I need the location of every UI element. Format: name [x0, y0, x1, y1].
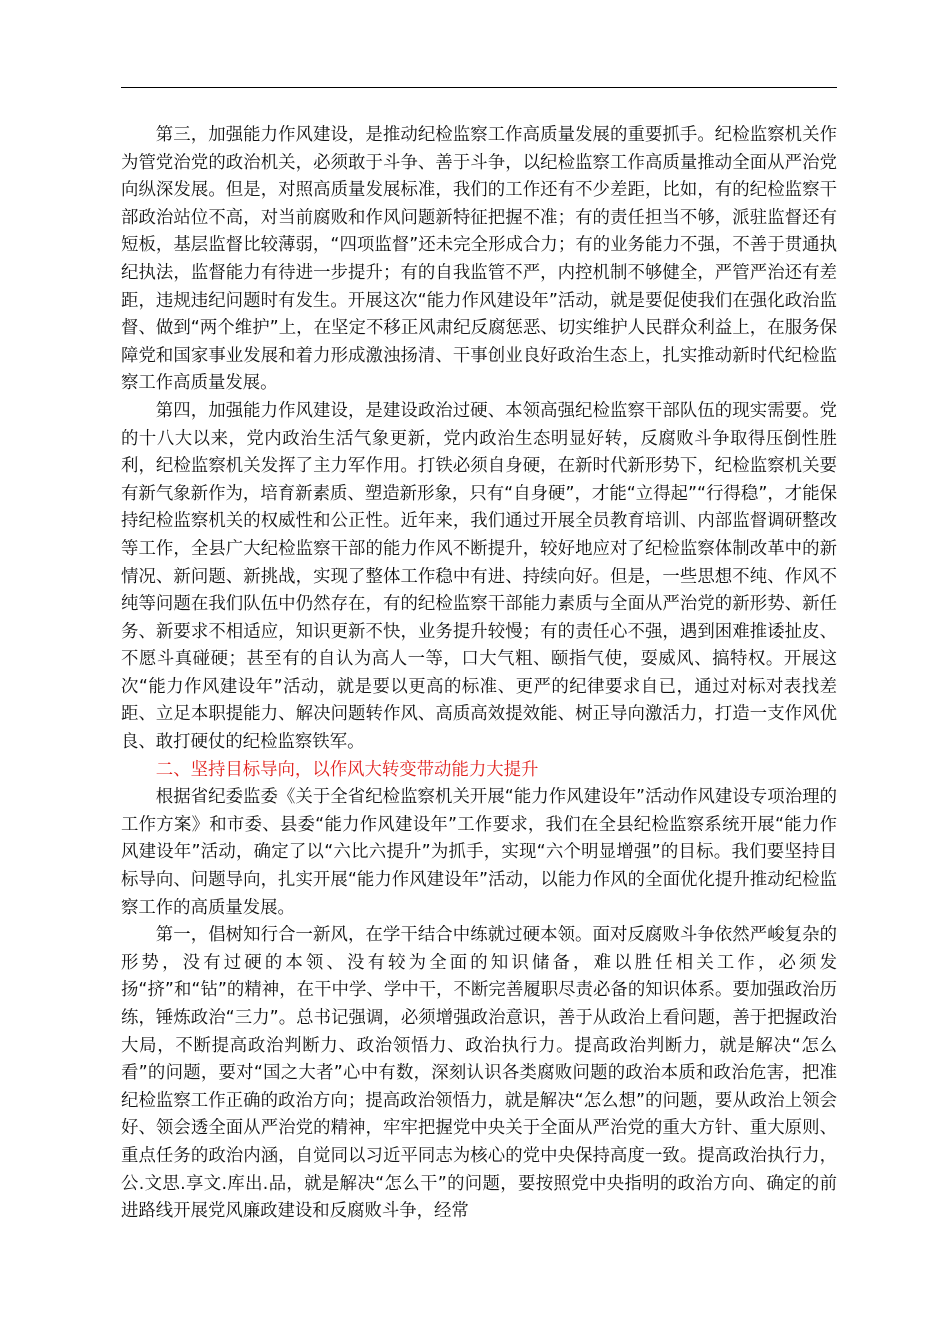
section-heading: 二、坚持目标导向，以作风大转变带动能力大提升	[155, 759, 539, 780]
paragraph-fourth-point: 第四，加强能力作风建设，是建设政治过硬、本领高强纪检监察干部队伍的现实需要。党的十八大以来，党内政治生活气象更新，党内政治生态明显好转，反腐败斗争取得压倒性胜利，纪检监察机关发挥了主力军作用。打铁必须自身硬，在新时代新形势下，纪检监察机关要有新气象新作为，培育新素质、塑造新形象，只有“自身硬”，才能“立得起”“行得稳”，才能保持纪检监察机关的权威性和公正性。近年来，我们通过开展全员教育培训、内部监督调研整改等工作，全县广大纪检监察干部的能力作风不断提升，较好地应对了纪检监察体制改革中的新情况、新问题、新挑战，实现了整体工作稳中有进、持续向好。但是，一些思想不纯、作风不纯等问题在我们队伍中仍然存在，有的纪检监察干部能力素质与全面从严治党的新形势、新任务、新要求不相适应，知识更新不快，业务提升较慢；有的责任心不强，遇到困难推诿扯皮、不愿斗真碰硬；甚至有的自认为高人一等，口大气粗、颐指气使，耍威风、搞特权。开展这次“能力作风建设年”活动，就是要以更高的标准、更严的纪律要求自已，通过对标对表找差距、立足本职提能力、解决问题转作风、高质高效提效能、树正导向激活力，打造一支作风优良、敢打硬仗的纪检监察铁军。	[121, 400, 837, 753]
paragraph-first-point: 第一，倡树知行合一新风，在学干结合中练就过硬本领。面对反腐败斗争依然严峻复杂的形势，没有过硬的本领、没有较为全面的知识储备，难以胜任相关工作，必须发扬“挤”和“钻”的精神，在干中学、学中干，不断完善履职尽责必备的知识体系。要加强政治历练，锤炼政治“三力”。总书记强调，必须增强政治意识，善于从政治上看问题，善于把握政治大局，不断提高政治判断力、政治领悟力、政治执行力。提高政治判断力，就是解决“怎么看”的问题，要对“国之大者”心中有数，深刻认识各类腐败问题的政治本质和政治危害，把准纪检监察工作正确的政治方向；提高政治领悟力，就是解决“怎么想”的问题，要从政治上领会好、领会透全面从严治党的精神，牢牢把握党中央关于全面从严治党的重大方针、重大原则、重点任务的政治内涵，自觉同以习近平同志为核心的党中央保持高度一致。提高政治执行力，公.文思.享文.库出.品，就是解决“怎么干”的问题，要按照党中央指明的政治方向、确定的前进路线开展党风廉政建设和反腐败斗争，经常	[121, 925, 837, 1222]
document-body	[121, 122, 837, 1226]
paragraph-third-point: 第三，加强能力作风建设，是推动纪检监察工作高质量发展的重要抓手。纪检监察机关作为管党治党的政治机关，必须敢于斗争、善于斗争，以纪检监察工作高质量推动全面从严治党向纵深发展。但是，对照高质量发展标准，我们的工作还有不少差距，比如，有的纪检监察干部政治站位不高，对当前腐败和作风问题新特征把握不准；有的责任担当不够，派驻监督还有短板，基层监督比较薄弱，“四项监督”还未完全形成合力；有的业务能力不强，不善于贯通执纪执法，监督能力有待进一步提升；有的自我监管不严，内控机制不够健全，严管严治还有差距，违规违纪问题时有发生。开展这次“能力作风建设年”活动，就是要促使我们在强化政治监督、做到“两个维护”上，在坚定不移正风肃纪反腐惩恶、切实维护人民群众利益上，在服务保障党和国家事业发展和着力形成激浊扬清、干事创业良好政治生态上，扎实推动新时代纪检监察工作高质量发展。	[121, 125, 837, 394]
paragraph-section-intro: 根据省纪委监委《关于全省纪检监察机关开展“能力作风建设年”活动作风建设专项治理的工作方案》和市委、县委“能力作风建设年”工作要求，我们在全县纪检监察系统开展“能力作风建设年”活动，确定了以“六比六提升”为抓手，实现“六个明显增强”的目标。我们要坚持目标导向、问题导向，扎实开展“能力作风建设年”活动，以能力作风的全面优化提升推动纪检监察工作的高质量发展。	[121, 787, 837, 918]
header-rule	[121, 87, 837, 88]
